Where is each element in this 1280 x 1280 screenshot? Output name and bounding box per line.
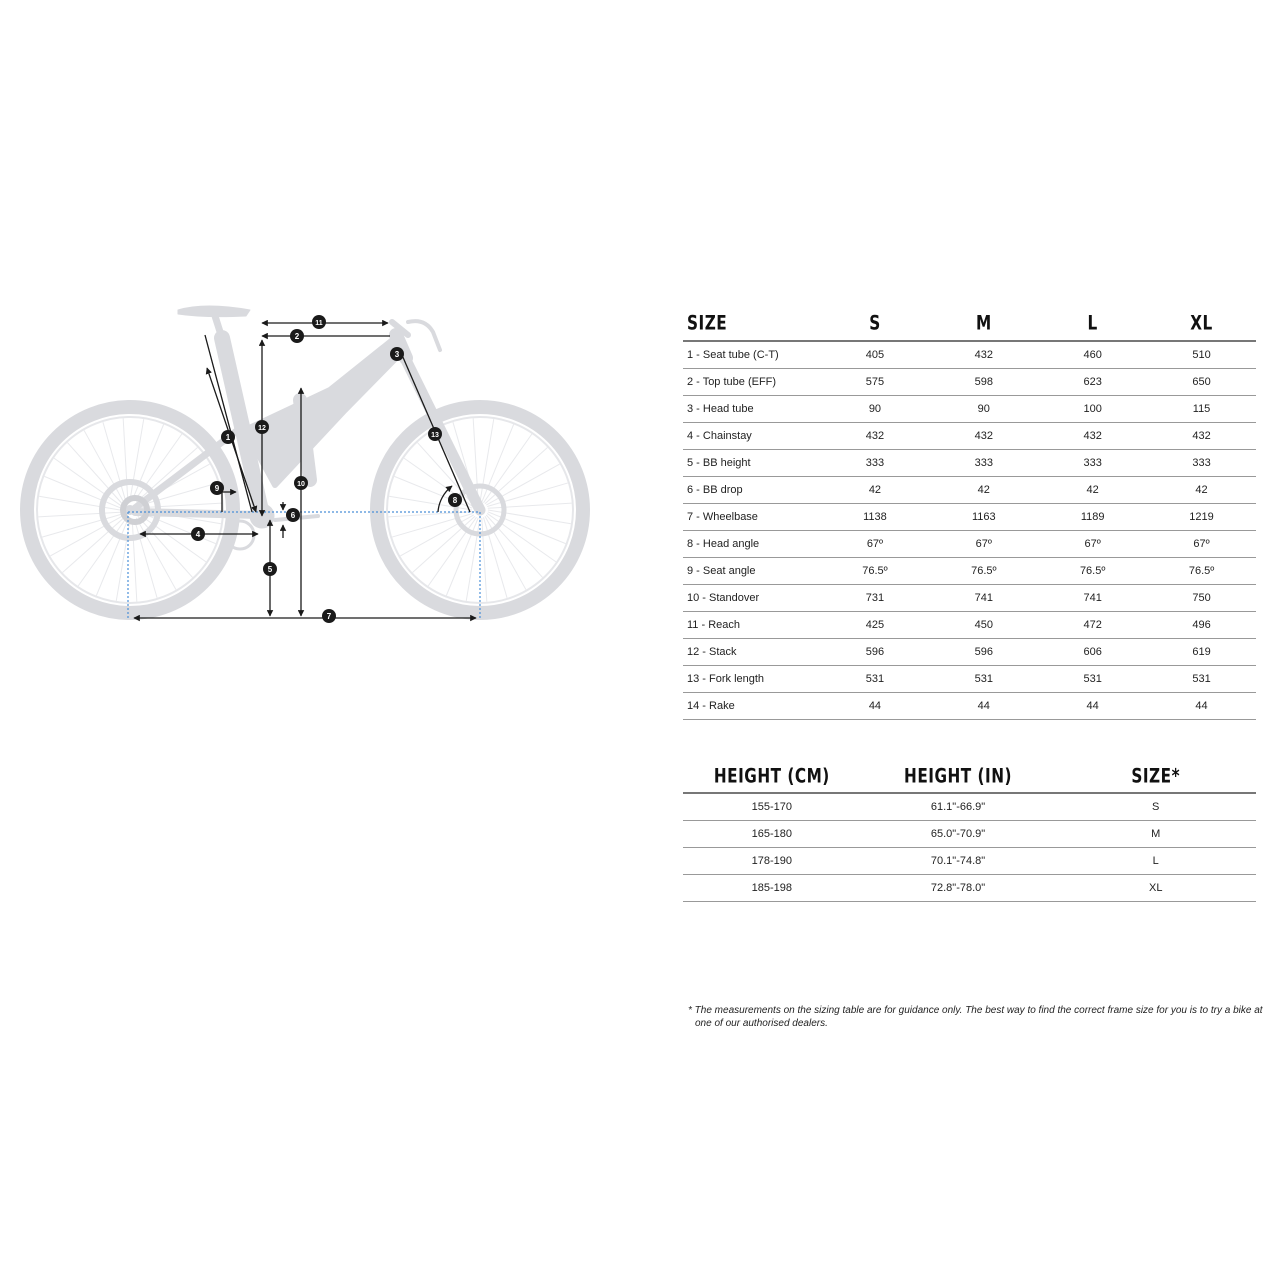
svg-text:4: 4	[195, 530, 201, 539]
marker-11	[312, 315, 326, 329]
measurement-value: 750	[1147, 585, 1256, 612]
measurement-value: 44	[821, 693, 930, 720]
svg-text:7: 7	[326, 612, 332, 621]
marker-3	[390, 347, 404, 361]
height-in-cell: 61.1"-66.9"	[861, 793, 1056, 821]
header-m: M	[929, 306, 1038, 344]
svg-text:5: 5	[267, 565, 273, 574]
measurement-value: 575	[821, 369, 930, 396]
measurement-value: 333	[821, 450, 930, 477]
sizing-footnote: * The measurements on the sizing table are for guidance only. The best way to find the correct frame size for you is to try a bike at one of our authorised dealers.	[688, 1005, 1263, 1029]
measurement-value: 425	[821, 612, 930, 639]
geometry-row	[683, 585, 1256, 612]
measurement-value: 432	[1147, 423, 1256, 450]
wheel-spoke	[50, 516, 122, 556]
measurement-value: 531	[821, 666, 930, 693]
height-in-cell: 65.0"-70.9"	[861, 821, 1056, 848]
height-cm-cell: 165-180	[683, 821, 861, 848]
header-height-cm: HEIGHT (CM)	[683, 760, 861, 796]
wheel-spoke	[488, 503, 572, 508]
sizing-row	[683, 848, 1256, 875]
svg-text:12: 12	[258, 425, 266, 432]
measurement-value: 432	[929, 341, 1038, 369]
wheel-spoke	[123, 418, 128, 500]
size-cell: M	[1055, 821, 1256, 848]
geometry-row	[683, 558, 1256, 585]
height-in-cell: 70.1"-74.8"	[861, 848, 1056, 875]
marker-7	[322, 609, 336, 623]
measurement-label: 3 - Head tube	[683, 396, 821, 423]
wheel-spoke	[482, 518, 487, 602]
marker-13	[428, 427, 442, 441]
measurement-value: 42	[929, 477, 1038, 504]
svg-text:3: 3	[394, 350, 400, 359]
measurement-value: 333	[1038, 450, 1147, 477]
measurement-value: 1163	[929, 504, 1038, 531]
measurement-value: 472	[1038, 612, 1147, 639]
marker-4	[191, 527, 205, 541]
sizing-row	[683, 821, 1256, 848]
header-size: SIZE	[683, 306, 821, 344]
measurement-value: 496	[1147, 612, 1256, 639]
measurement-value: 619	[1147, 639, 1256, 666]
measurement-value: 44	[1147, 693, 1256, 720]
wheel-spoke	[38, 512, 120, 517]
measurement-value: 650	[1147, 369, 1256, 396]
geometry-row	[683, 612, 1256, 639]
measurement-value: 42	[821, 477, 930, 504]
marker-10	[294, 476, 308, 490]
marker-2	[290, 329, 304, 343]
measurement-value: 531	[1147, 666, 1256, 693]
measurement-value: 333	[929, 450, 1038, 477]
header-s: S	[821, 306, 930, 344]
measurement-label: 6 - BB drop	[683, 477, 821, 504]
wheel-spoke	[132, 520, 137, 602]
measurement-value: 100	[1038, 396, 1147, 423]
geometry-row	[683, 477, 1256, 504]
measurement-value: 432	[821, 423, 930, 450]
marker-12	[255, 420, 269, 434]
measurement-value: 76.5º	[821, 558, 930, 585]
header-l: L	[1038, 306, 1147, 344]
header-xl: XL	[1147, 306, 1256, 344]
measurement-value: 67º	[1038, 531, 1147, 558]
geometry-row	[683, 693, 1256, 720]
measurement-label: 9 - Seat angle	[683, 558, 821, 585]
svg-text:9: 9	[214, 484, 220, 493]
measurement-label: 7 - Wheelbase	[683, 504, 821, 531]
svg-text:10: 10	[297, 481, 305, 488]
measurement-label: 12 - Stack	[683, 639, 821, 666]
geometry-row	[683, 423, 1256, 450]
measurement-value: 42	[1147, 477, 1256, 504]
measurement-value: 1138	[821, 504, 930, 531]
geometry-row	[683, 369, 1256, 396]
measurement-value: 42	[1038, 477, 1147, 504]
height-in-cell: 72.8"-78.0"	[861, 875, 1056, 902]
height-cm-cell: 155-170	[683, 793, 861, 821]
measurement-value: 432	[929, 423, 1038, 450]
measurement-value: 606	[1038, 639, 1147, 666]
geometry-row	[683, 450, 1256, 477]
svg-text:6: 6	[290, 511, 296, 520]
measurement-label: 10 - Standover	[683, 585, 821, 612]
measurement-value: 76.5º	[929, 558, 1038, 585]
measurement-value: 741	[1038, 585, 1147, 612]
marker-6	[286, 508, 300, 522]
marker-8	[448, 493, 462, 507]
geometry-row	[683, 341, 1256, 369]
measurement-value: 405	[821, 341, 930, 369]
header-size-rec: SIZE*	[1055, 760, 1256, 796]
measurement-value: 531	[929, 666, 1038, 693]
measurement-value: 1189	[1038, 504, 1147, 531]
geometry-row	[683, 639, 1256, 666]
measurement-value: 623	[1038, 369, 1147, 396]
measurement-label: 11 - Reach	[683, 612, 821, 639]
measurement-label: 5 - BB height	[683, 450, 821, 477]
size-cell: L	[1055, 848, 1256, 875]
geometry-row	[683, 504, 1256, 531]
measurement-value: 76.5º	[1038, 558, 1147, 585]
svg-text:13: 13	[431, 432, 439, 439]
measurement-value: 333	[1147, 450, 1256, 477]
measurement-value: 44	[1038, 693, 1147, 720]
sizing-row	[683, 793, 1256, 821]
header-height-in: HEIGHT (IN)	[861, 760, 1056, 796]
measurement-value: 67º	[929, 531, 1038, 558]
measurement-value: 531	[1038, 666, 1147, 693]
bike-geometry-diagram	[0, 280, 620, 640]
marker-5	[263, 562, 277, 576]
svg-text:2: 2	[294, 332, 300, 341]
svg-text:1: 1	[225, 433, 231, 442]
measurement-label: 14 - Rake	[683, 693, 821, 720]
measurement-value: 90	[821, 396, 930, 423]
measurement-value: 596	[929, 639, 1038, 666]
measurement-value: 731	[821, 585, 930, 612]
height-cm-cell: 185-198	[683, 875, 861, 902]
measurement-value: 90	[929, 396, 1038, 423]
geometry-table	[683, 308, 1256, 720]
sizing-row	[683, 875, 1256, 902]
geometry-row	[683, 396, 1256, 423]
wheel-spoke	[140, 503, 222, 508]
measurement-value: 510	[1147, 341, 1256, 369]
measurement-label: 4 - Chainstay	[683, 423, 821, 450]
measurement-value: 432	[1038, 423, 1147, 450]
measurement-label: 8 - Head angle	[683, 531, 821, 558]
measurement-value: 76.5º	[1147, 558, 1256, 585]
size-cell: XL	[1055, 875, 1256, 902]
size-cell: S	[1055, 793, 1256, 821]
measurement-value: 741	[929, 585, 1038, 612]
measurement-value: 460	[1038, 341, 1147, 369]
svg-text:11: 11	[315, 320, 323, 327]
geometry-row	[683, 666, 1256, 693]
geometry-header-row	[683, 308, 1256, 341]
marker-9	[210, 481, 224, 495]
measurement-value: 450	[929, 612, 1038, 639]
wheel-spoke	[136, 518, 176, 590]
marker-1	[221, 430, 235, 444]
measurement-value: 115	[1147, 396, 1256, 423]
measurement-label: 13 - Fork length	[683, 666, 821, 693]
measurement-label: 2 - Top tube (EFF)	[683, 369, 821, 396]
measurement-value: 1219	[1147, 504, 1256, 531]
measurement-value: 44	[929, 693, 1038, 720]
sizing-table	[683, 762, 1256, 902]
measurement-value: 67º	[1147, 531, 1256, 558]
height-cm-cell: 178-190	[683, 848, 861, 875]
wheel-spoke	[84, 430, 124, 502]
measurement-value: 596	[821, 639, 930, 666]
measurement-label: 1 - Seat tube (C-T)	[683, 341, 821, 369]
sizing-header-row	[683, 762, 1256, 793]
measurement-value: 67º	[821, 531, 930, 558]
measurement-value: 598	[929, 369, 1038, 396]
svg-text:8: 8	[452, 496, 458, 505]
geometry-row	[683, 531, 1256, 558]
